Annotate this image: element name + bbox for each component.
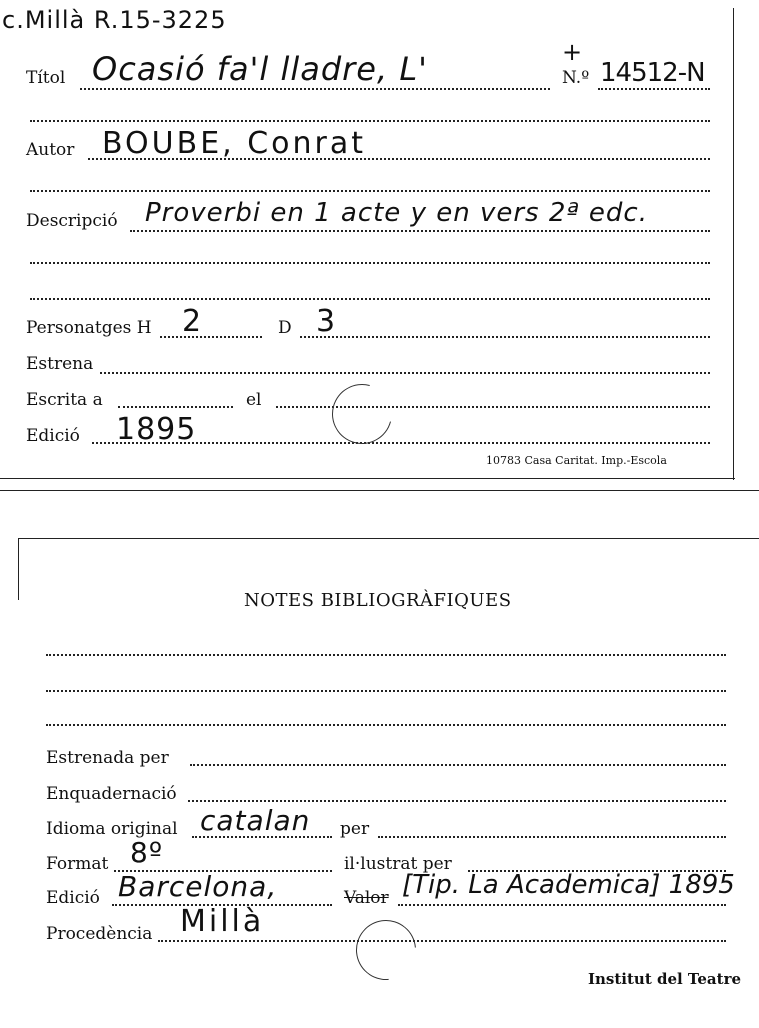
per-label: per [340, 819, 370, 839]
valor-line [398, 904, 726, 906]
descripcio-value: Proverbi en 1 acte y en vers 2ª edc. [145, 198, 648, 228]
d-line [300, 336, 710, 338]
personatges-label: Personatges H [26, 318, 152, 338]
edicio-value: 1895 [116, 412, 197, 447]
notes-heading: NOTES BIBLIOGRÀFIQUES [244, 590, 512, 611]
illustrat-label: il·lustrat per [344, 854, 452, 874]
cross-mark: + [562, 38, 584, 66]
num-value: 14512-N [600, 58, 705, 88]
printer-imprint: 10783 Casa Caritat. Imp.-Escola [486, 454, 667, 467]
footer-institution: Institut del Teatre [588, 970, 742, 988]
el-label: el [246, 390, 262, 410]
per-line [378, 836, 726, 838]
estrenada-line [190, 764, 726, 766]
card-border-bottom [0, 478, 735, 479]
estrena-label: Estrena [26, 354, 94, 374]
procedencia-value: Millà [180, 904, 265, 939]
blank-line-4 [30, 298, 710, 300]
valor-value: [Tip. La Academica] 1895 [402, 870, 735, 900]
h-value: 2 [182, 304, 203, 339]
d-value: 3 [316, 304, 337, 339]
num-line [598, 88, 710, 90]
blank-line-1 [30, 120, 710, 122]
procedencia-label: Procedència [46, 924, 153, 944]
edicio-back-label: Edició [46, 888, 100, 908]
format-label: Format [46, 854, 109, 874]
punch-hole-back [344, 908, 429, 993]
titol-label: Títol [26, 68, 66, 88]
notes-line-3 [46, 724, 726, 726]
d-label: D [278, 318, 292, 338]
procedencia-line [158, 940, 726, 942]
blank-line-2 [30, 190, 710, 192]
escrita-line [118, 406, 233, 408]
titol-line [80, 88, 550, 90]
format-value: 8º [130, 836, 164, 869]
valor-label: Valor [344, 888, 389, 908]
card-border-right [733, 8, 734, 480]
edicio-label: Edició [26, 426, 80, 446]
estrenada-label: Estrenada per [46, 748, 169, 768]
titol-value: Ocasió fa'l lladre, L' [92, 50, 428, 88]
notes-line-2 [46, 690, 726, 692]
blank-line-3 [30, 262, 710, 264]
h-line [160, 336, 262, 338]
autor-value: BOUBE, Conrat [102, 126, 367, 161]
idioma-value: catalan [200, 804, 311, 837]
estrena-line [100, 372, 710, 374]
card-border-top [18, 538, 759, 539]
notes-line-1 [46, 654, 726, 656]
escrita-label: Escrita a [26, 390, 103, 410]
top-note: c.Millà R.15-3225 [2, 6, 227, 34]
descripcio-line [130, 230, 710, 232]
autor-label: Autor [26, 140, 75, 160]
idioma-label: Idioma original [46, 819, 178, 839]
descripcio-label: Descripció [26, 211, 118, 231]
card-border-left [18, 538, 19, 600]
enquadernacio-line [188, 800, 726, 802]
card-separator [0, 490, 759, 491]
enquadernacio-label: Enquadernació [46, 784, 177, 804]
edicio-back-value: Barcelona, [118, 870, 278, 903]
num-label: N.º [562, 68, 590, 88]
